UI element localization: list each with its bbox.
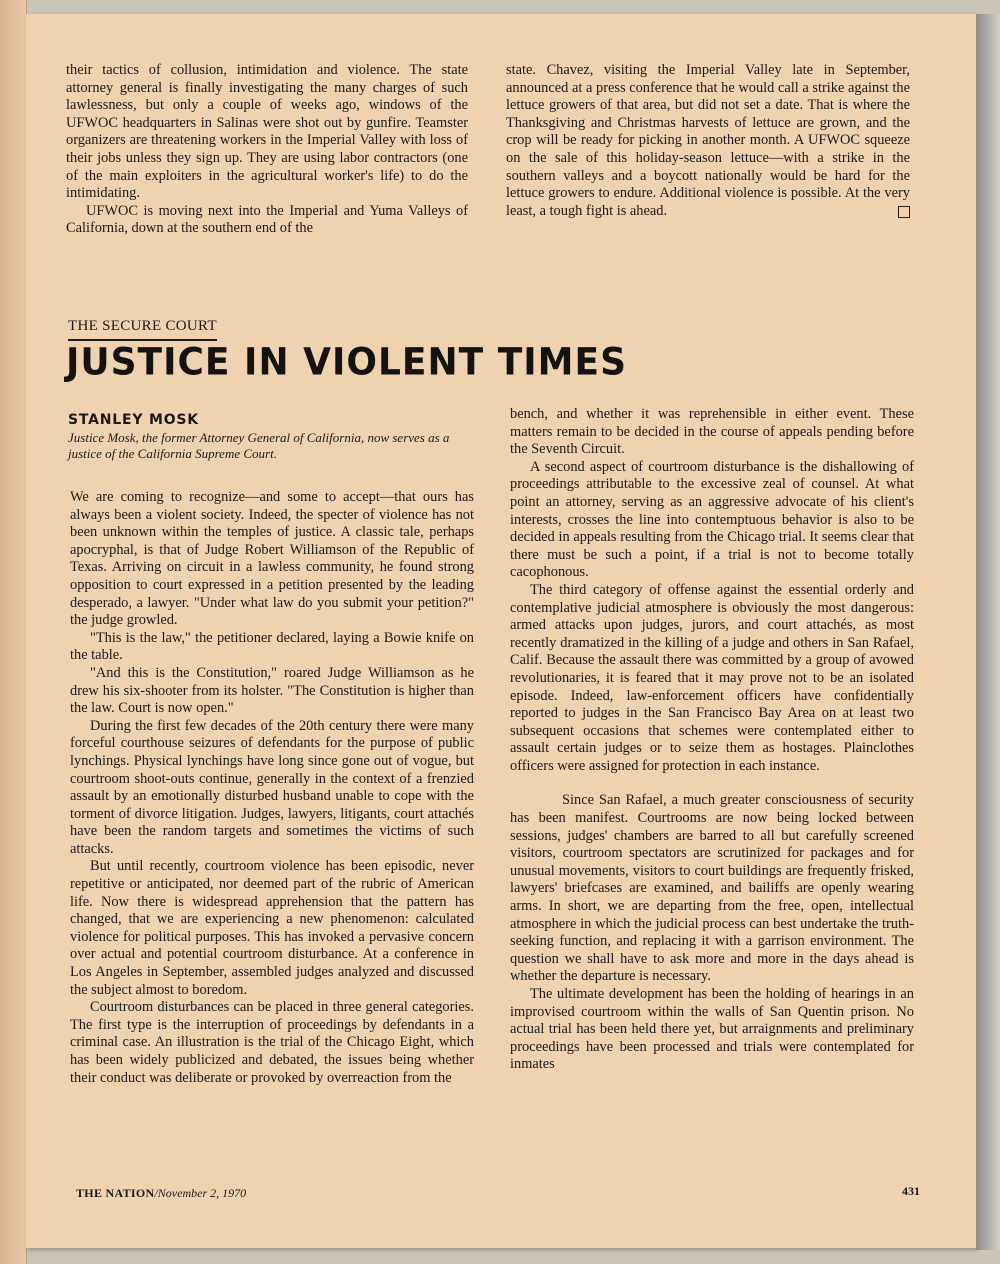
continuation-left-column	[66, 62, 468, 238]
paragraph: Since San Rafael, a much greater consciousness of security has been manifest. Courtrooms are now being locked between sessions, judges' chambers are barred to all but carefully screened visitors, courtroom spectators are scrutinized for packages and for unusual movements, visitors to court buildings are frequently frisked, lawyers' briefcases are examined, and bailiffs are openly wearing arms. In short, we are departing from the free, open, intellectual atmosphere in which the judicial process can best undertake the truth-seeking function, and replacing it with a garrison environment. The question we shall have to ask more and more in the days ahead is whether the departure is necessary.	[510, 792, 914, 985]
binding-gutter	[0, 0, 27, 1264]
paragraph: their tactics of collusion, intimidation and violence. The state attorney general is finally investigating the many charges of such lawlessness, but only a couple of weeks ago, windows of the UFWOC headquarters in Salinas were shot out by gunfire. Teamster organizers are threatening workers in the Imperial Valley with loss of their jobs unless they sign up. They are using labor contractors (one of the main exploiters in the agricultural worker's life) to do the intimidating.	[66, 62, 468, 202]
paragraph: A second aspect of courtroom disturbance is the dishallowing of proceedings attributable to the excessive zeal of counsel. At what point an attorney, serving as an aggressive advocate of his client's interests, crosses the line into contemptuous behavior is also to be decided in appeals resulting from the Chicago trial. It seems clear that there must be such a point, if a trial is not to become totally cacophonous.	[510, 458, 914, 581]
paragraph: The ultimate development has been the holding of hearings in an improvised courtroom within the walls of San Quentin prison. No actual trial has been held there yet, but arraignments and preliminary proceedings have been processed and trials were contemplated for inmates	[510, 986, 914, 1073]
paragraph: We are coming to recognize—and some to accept—that ours has always been a violent society. Indeed, the specter of violence has not been unknown within the temples of justice. A classic tale, perhaps apocryphal, is that of Judge Robert Williamson of the Republic of Texas. Arriving on circuit in a lawless community, he found strong opposition to court expressed in a petition presented by the leading desperado, a lawyer. "Under what law do you submit your petition?" the judge growled.	[70, 489, 474, 629]
paragraph: "This is the law," the petitioner declared, laying a Bowie knife on the table.	[70, 629, 474, 664]
publication-name: THE NATION	[76, 1186, 155, 1200]
paragraph: During the first few decades of the 20th century there were many forceful courthouse seizures of defendants for the purpose of public lynchings. Physical lynchings have long since gone out of vogue, but courtroom shoot-outs continue, generally in the context of a frenzied assault by an emotionally disturbed husband unable to cope with the torment of divorce litigation. Judges, lawyers, litigants, court attachés have been the random targets and sometimes the victims of such attacks.	[70, 717, 474, 857]
page-edge-shadow	[976, 14, 1000, 1250]
paragraph: "And this is the Constitution," roared Judge Williamson as he drew his six-shooter from its holster. "The Constitution is higher than the law. Court is now open."	[70, 664, 474, 717]
article-left-column	[70, 489, 474, 1087]
article-headline: JUSTICE IN VIOLENT TIMES	[66, 340, 628, 385]
author-byline: STANLEY MOSK	[68, 412, 199, 428]
end-of-article-mark	[898, 206, 910, 218]
paragraph: state. Chavez, visiting the Imperial Valley late in September, announced at a press conference that he would call a strike against the lettuce growers of that area, but did not set a date. That is where the Thanksgiving and Christmas harvests of lettuce are grown, and the crop will be ready for picking in another month. A UFWOC squeeze on the sale of this holiday-season lettuce—with a strike in the southern valleys and a boycott nationally would be hard for the lettuce growers to endure. Additional violence is possible. At the very least, a tough fight is ahead.	[506, 62, 910, 219]
continuation-right-column	[506, 62, 910, 220]
page-number: 431	[902, 1184, 920, 1198]
paragraph: Courtroom disturbances can be placed in three general categories. The first type is the interruption of proceedings by defendants in a criminal case. An illustration is the trial of the Chicago Eight, which has been widely publicized and debated, the issues being whether their conduct was deliberate or provoked by overreaction from the	[70, 999, 474, 1086]
paragraph: But until recently, courtroom violence has been episodic, never repetitive or anticipated, nor deemed part of the rubric of American life. Now there is widespread apprehension that the pattern has changed, that we are experiencing a new phenomenon: calculated violence for political purposes. This has invoked a pervasive concern over actual and potential courtroom disturbance. At a conference in Los Angeles in September, assembled judges analyzed and discussed the subject almost to boredom.	[70, 858, 474, 998]
article-right-column	[510, 406, 914, 1074]
page-footer-publication	[76, 1186, 246, 1201]
author-bio: Justice Mosk, the former Attorney General of California, now serves as a justice of the California Supreme Court.	[68, 430, 450, 461]
paragraph: UFWOC is moving next into the Imperial and Yuma Valleys of California, down at the southern end of the	[66, 202, 468, 237]
issue-date: /November 2, 1970	[154, 1186, 247, 1200]
paragraph: The third category of offense against the essential orderly and contemplative judicial atmosphere is obviously the most dangerous: armed attacks upon judges, jurors, and court attachés, as most recently dramatized in the killing of a judge and others in San Rafael, Calif. Because the assault there was committed by a group of avowed revolutionaries, it is feared that it may prove not to be an isolated episode. Indeed, law-enforcement officers have confidentially reported to judges in the San Francisco Bay Area on at least two subsequent occasions that schemes were contemplated either to assault certain judges or to seize them as hostages. Plainclothes officers were assigned for protection in each instance.	[510, 581, 914, 774]
section-kicker: THE SECURE COURT	[68, 318, 217, 341]
paragraph: bench, and whether it was reprehensible in either event. These matters remain to be decided in the course of appeals pending before the Seventh Circuit.	[510, 406, 914, 458]
